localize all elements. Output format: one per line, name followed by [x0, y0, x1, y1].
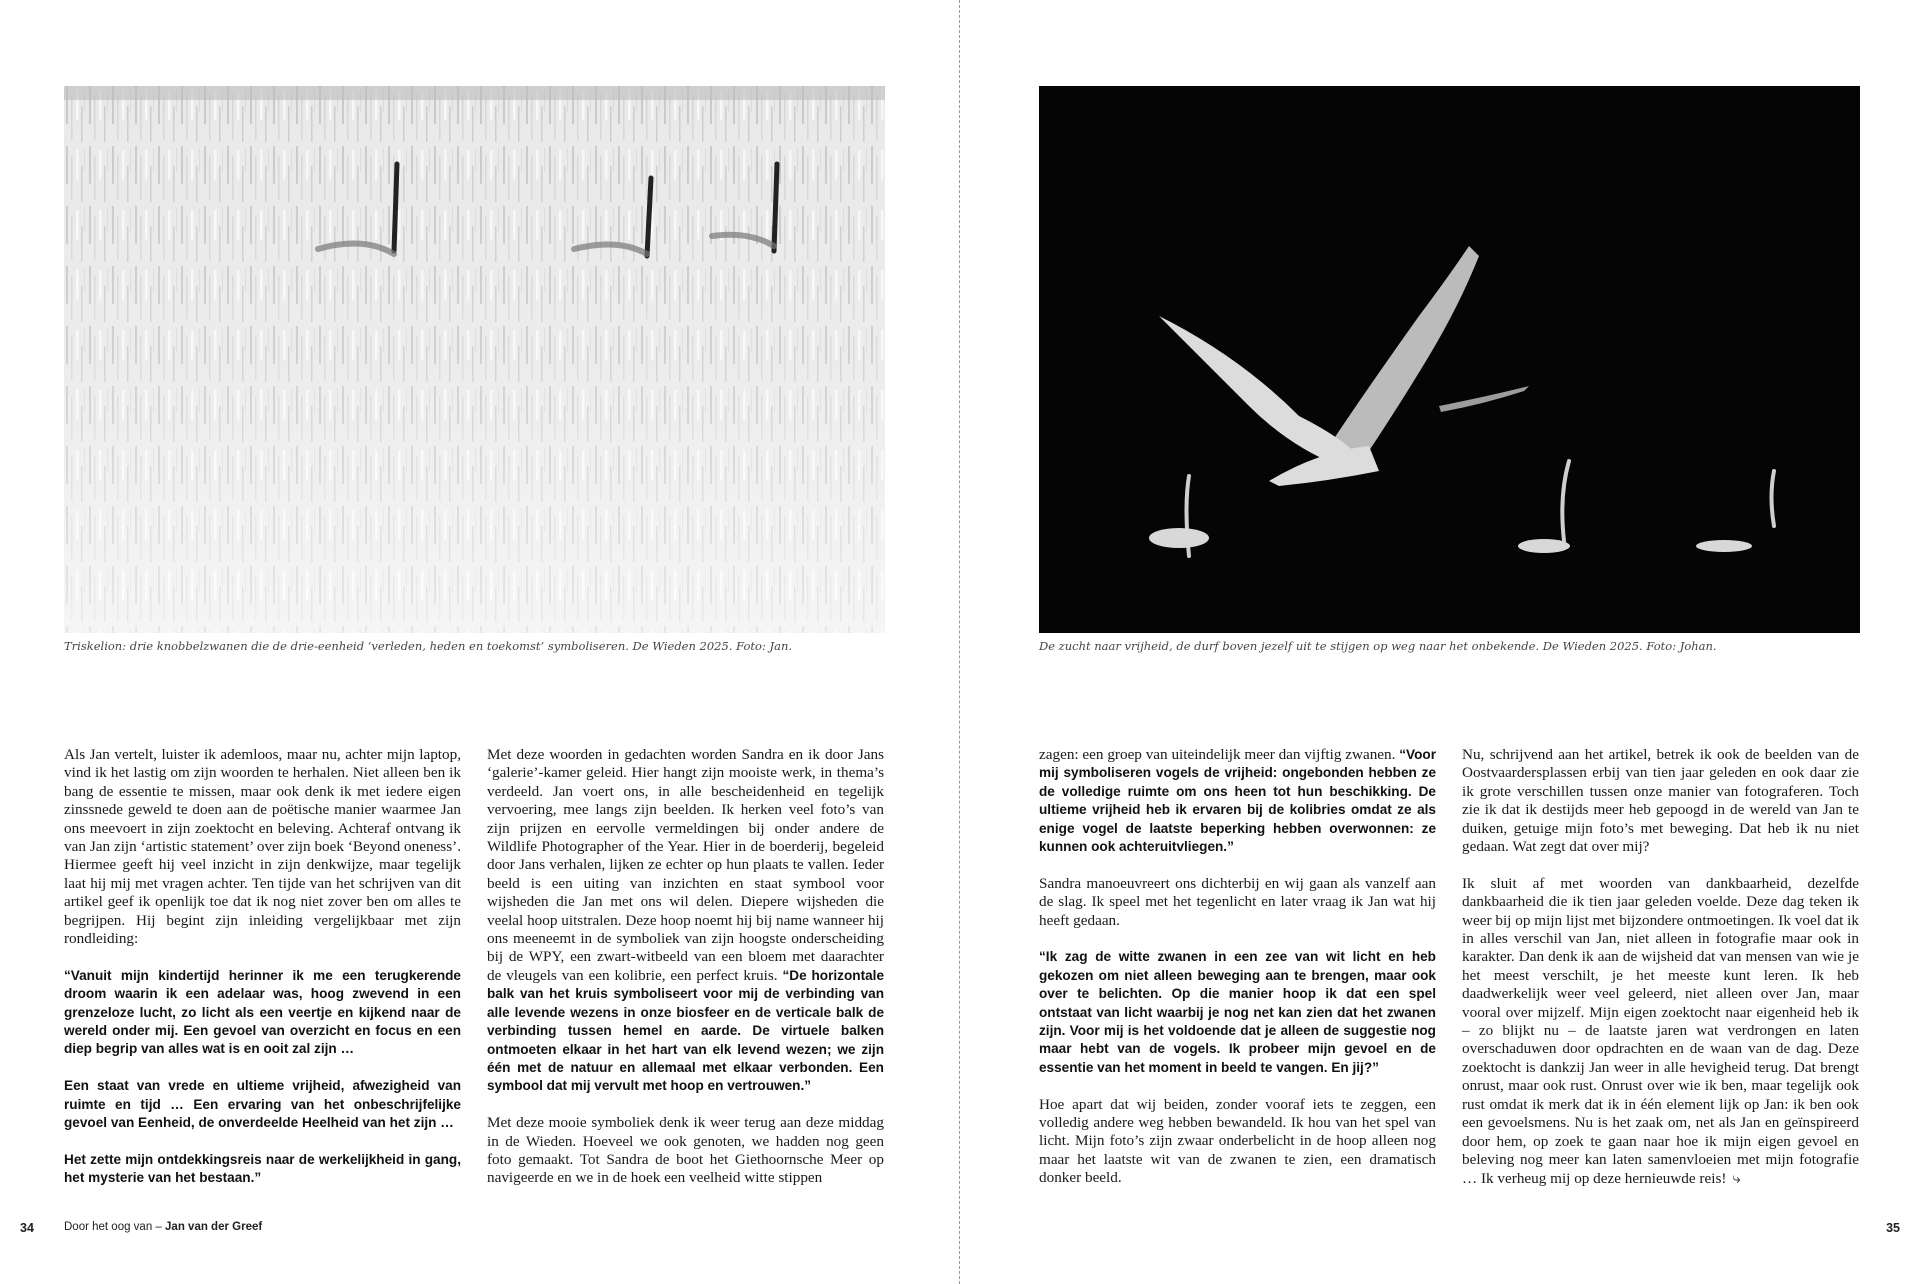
text-column-3	[1039, 746, 1436, 1188]
running-head	[64, 1221, 262, 1233]
photo-caption-left: Triskelion: drie knobbelzwanen die de drie-eenheid ‘verleden, heden en toekomst’ symboliseren. De Wieden 2025. Foto: Jan.	[64, 639, 793, 653]
paragraph-with-quote	[487, 746, 884, 1096]
text-column-4	[1462, 746, 1859, 1189]
running-head-prefix: Door het oog van –	[64, 1221, 162, 1233]
text-column-2	[487, 746, 884, 1188]
photo-swan-in-flight	[1039, 86, 1860, 633]
paragraph: Nu, schrijvend aan het artikel, betrek ik ook de beelden van de Oostvaardersplassen erbij van tien jaar geleden en ook daar zie ik grote verschillen tussen onze manier van fotograferen. Toch zie ik dat ik destijds meer heb gepoogd in de wereld van Jan te duiken, getuige mijn foto’s met beweging. Dat heb ik nu niet gedaan. Wat zegt dat over mij?	[1462, 746, 1859, 856]
paragraph: Met deze mooie symboliek denk ik weer terug aan deze middag in de Wieden. Hoeveel we ook genoten, we hadden nog geen foto gemaakt. Tot Sandra de boot het Giethoornsche Meer op navigeerde en we in de hoek een veelheid witte stippen	[487, 1114, 884, 1187]
paragraph-text: Ik sluit af met woorden van dankbaarheid, dezelfde dankbaarheid die ik tien jaar geleden voelde. Deze dag teken ik weer bij op mijn lijst met bijzondere ontmoetingen. Ik voel dat ik in alles verschil van Jan, niet alleen in fotografie maar ook in karakter. Dan denk ik aan de wijsheid dat van mensen van wie je het meest verschilt, je het meeste kunt leren. Ik heb daadwerkelijk weer veel geleerd, niet alleen over Jan, maar vooral over mijzelf. Mijn eigen zoektocht naar eigenheid heb ik – zo blijkt nu – de laatste jaren wat verdrongen en laten overschaduwen door opdrachten en de waan van de dag. Deze zoektocht is dankzij Jan weer in alle hevigheid terug. Dat brengt onrust, maar ook rust. Onrust over wie ik ben, maar tegelijk ook rust omdat ik merk dat ik in één element lijk op Jan: ik ben ook een gevoelsmens. Nu is het zaak om, net als Jan en geïnspireerd door hem, op zoek te gaan naar hoe ik mijn eigen gevoel en beleving nog meer kan laten samenvloeien met mijn fotografie … Ik verheug mij op deze hernieuwde reis!	[1462, 874, 1859, 1188]
quote-paragraph: “Vanuit mijn kindertijd herinner ik me een terugkerende droom waarin ik een adelaar was, hoog zwevend in een grenzeloze lucht, zo licht als een veertje en kijkend naar de wereld onder mij. Een gevoel van overzicht en focus en een diep begrip van alles wat is en ooit zal zijn …	[64, 967, 461, 1057]
paragraph: Sandra manoeuvreert ons dichterbij en wij gaan als vanzelf aan de slag. Ik speel met het tegenlicht en later vraag ik Jan wat hij heeft gedaan.	[1039, 874, 1436, 929]
quote-inline: “Voor mij symboliseren vogels de vrijheid: ongebonden hebben ze de volledige ruimte om ons heen tot hun beschikking. De ultieme vrijheid heb ik ervaren bij de kolibries omdat ze als enige vogel de laatste beperking hebben overwonnen: ze kunnen ook achteruitvliegen.”	[1039, 747, 1437, 855]
quote-paragraph: Het zette mijn ontdekkingsreis naar de werkelijkheid in gang, het mysterie van het bestaan.”	[64, 1151, 461, 1186]
paragraph-with-end-mark	[1462, 875, 1859, 1189]
page-fold	[959, 0, 960, 1284]
text-column-1	[64, 746, 461, 1188]
page-number-right: 35	[1886, 1221, 1900, 1235]
paragraph-text: zagen: een groep van uiteindelijk meer dan vijftig zwanen.	[1039, 746, 1396, 763]
page-number-left: 34	[20, 1221, 34, 1235]
photo-caption-right: De zucht naar vrijheid, de durf boven jezelf uit te stijgen op weg naar het onbekende. De Wieden 2025. Foto: Johan.	[1039, 639, 1717, 653]
quote-paragraph: Een staat van vrede en ultieme vrijheid, afwezigheid van ruimte en tijd … Een ervaring van het onbeschrijfelijke gevoel van Eenheid, de onverdeelde Heelheid van het zijn …	[64, 1078, 461, 1131]
paragraph-with-quote	[1039, 746, 1436, 856]
running-head-name: Jan van der Greef	[165, 1221, 263, 1233]
end-arrow-icon: ⤷	[1732, 1169, 1741, 1188]
photo-swans-overexposed	[64, 86, 885, 633]
paragraph: Als Jan vertelt, luister ik ademloos, maar nu, achter mijn laptop, vind ik het lastig om zijn woorden te herhalen. Niet alleen ben ik bang de essentie te missen, maar ook denk ik met iedere eigen zinssnede geweld te doen aan de poëtische manier waarmee Jan ons meevoert in zijn zoektocht en beleving. Achteraf ontvang ik van Jan zijn ‘artistic statement’ over zijn boek ‘Beyond oneness’. Hiermee geeft hij veel inzicht in zijn denkwijze, maar tegelijk laat hij mij met vragen achter. Ten tijde van het schrijven van dit artikel geef ik openlijk toe dat ik nog niet zover ben om alles te begrijpen. Hij begint zijn inleiding vergelijkbaar met zijn rondleiding:	[64, 746, 461, 948]
paragraph-text: Met deze woorden in gedachten worden Sandra en ik door Jans ‘galerie’-kamer geleid. Hier hangt zijn mooiste werk, in thema’s verdeeld. Jan voert ons, in alle bescheidenheid en tegelijk vervoering, mee langs zijn beelden. Ik herken veel foto’s van zijn prijzen en eervolle vermeldingen bij onder andere de Wildlife Photographer of the Year. Hier in de boerderij, begeleid door Jans verhalen, lijken ze echter op hun plaats te vallen. Ieder beeld is een uiting van inzichten en staat symbool voor wijsheden die Jan met ons wil delen. Diepere wijsheden die veelal hoop uitstralen. Deze hoop noemt hij bij name wanneer hij ons meeneemt in de symboliek van zijn hoogste onderscheiding bij de WPY, een zwart-witbeeld van een bloem met daarachter de vleugels van een kolibrie, een perfect kruis.	[487, 746, 884, 984]
paragraph: Hoe apart dat wij beiden, zonder vooraf iets te zeggen, een volledig andere weg hebben bewandeld. Ik hou van het spel van licht. Mijn foto’s zijn zwaar onderbelicht in de hoop alleen nog maar het laatste wit van de zwanen te zien, een dramatisch donker beeld.	[1039, 1095, 1436, 1187]
quote-inline: “De horizontale balk van het kruis symboliseert voor mij de verbinding van alle levende wezens in onze biosfeer en de verticale balk de verbinding tussen hemel en aarde. De virtuele balken ontmoeten elkaar in het hart van elk levend wezen; we zijn één met de natuur en allemaal met elkaar verbonden. Een symbool dat mij vervult met hoop en vertrouwen.”	[487, 967, 885, 1094]
quote-paragraph: “Ik zag de witte zwanen in een zee van wit licht en heb gekozen om niet alleen beweging aan te brengen, maar ook over te belichten. Op die manier hoop ik dat een spel ontstaat van licht waarbij je nog net kan zien dat het zwanen zijn. Voor mij is het voldoende dat je alleen de suggestie nog maar hebt van de vogels. Ik probeer mijn gevoel en de essentie van het moment in beeld te vangen. En jij?”	[1039, 949, 1436, 1075]
